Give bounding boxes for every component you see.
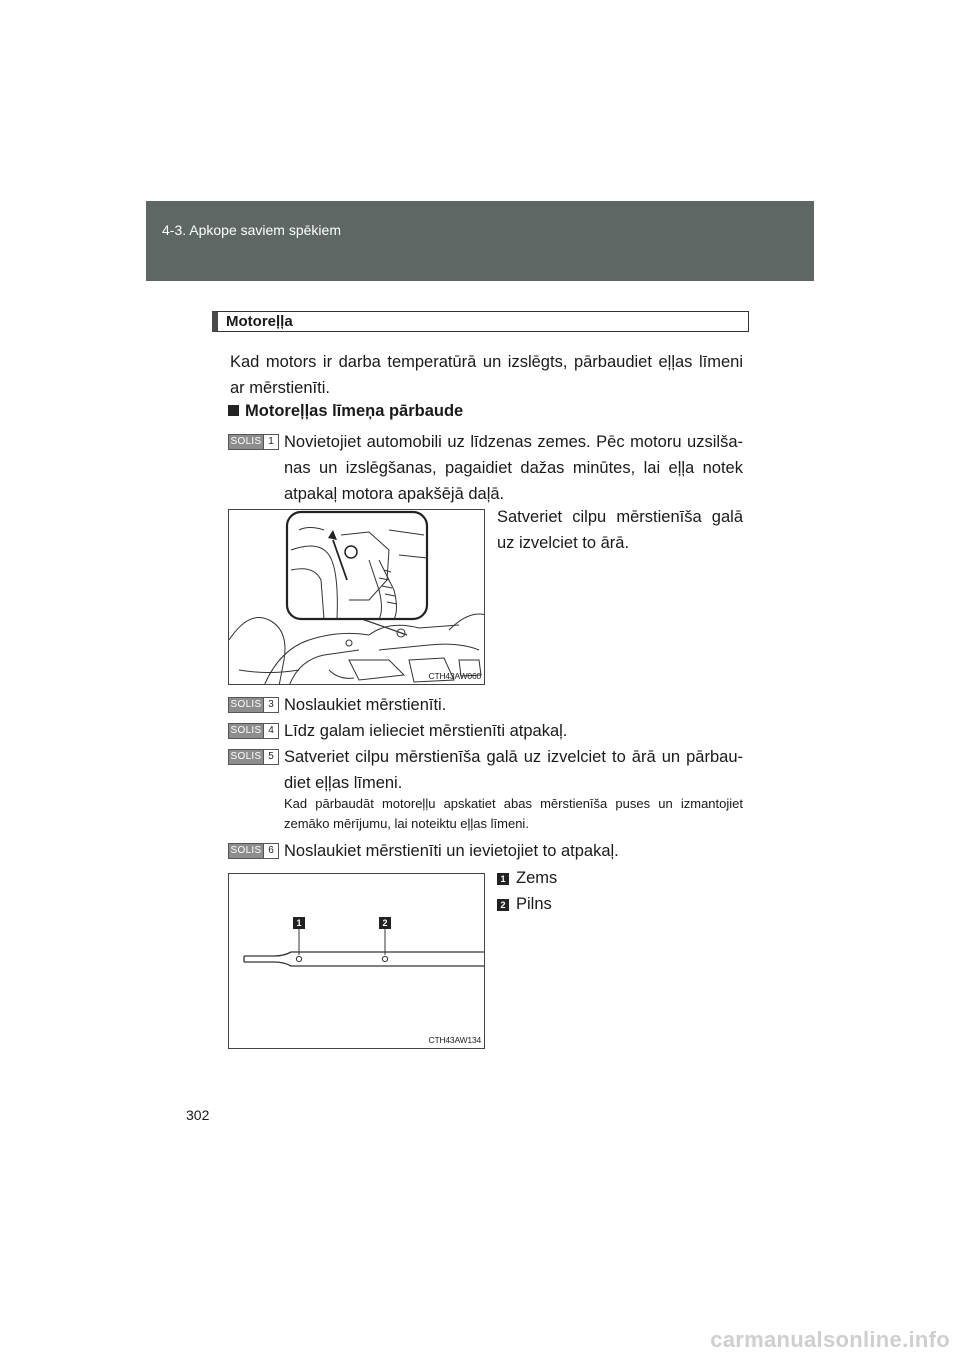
square-bullet-icon xyxy=(228,405,239,416)
step-5-note: Kad pārbaudāt motoreļļu apskatiet abas mērstienīša puses un izmantojiet zemāko mērījumu, lai noteiktu eļļas līmeni. xyxy=(284,796,743,831)
callout-badge-1: 1 xyxy=(293,917,305,929)
section-breadcrumb: 4-3. Apkope saviem spēkiem xyxy=(162,222,341,238)
step-text-2: Satveriet cilpu mērstienīša galā uz izvelciet to ārā. xyxy=(497,508,743,552)
legend-item-full xyxy=(497,895,552,914)
step-text-4: Līdz galam ielieciet mērstienīti atpakaļ. xyxy=(284,722,568,740)
watermark[interactable]: carmanualsonline.info xyxy=(710,1327,950,1352)
step-number: 4 xyxy=(263,724,278,738)
legend-badge-1: 1 xyxy=(497,873,509,885)
step-number: 5 xyxy=(263,750,278,764)
step-text-6: Noslaukiet mērstienīti un ievietojiet to atpakaļ. xyxy=(284,842,619,860)
engine-figure xyxy=(228,509,485,685)
legend-badge-2: 2 xyxy=(497,899,509,911)
legend-item-low xyxy=(497,869,557,888)
step-label: SOLIS xyxy=(230,725,262,736)
step-badge-3 xyxy=(228,697,279,713)
subheading-text: Motoreļļas līmeņa pārbaude xyxy=(245,402,464,420)
step-number: 3 xyxy=(263,698,278,712)
legend-label: Pilns xyxy=(516,895,552,913)
step-number: 1 xyxy=(263,435,278,449)
dipstick-illustration xyxy=(229,874,485,1049)
step-label: SOLIS xyxy=(230,699,262,710)
step-text-5: Satveriet cilpu mērstienīša galā uz izvelciet to ārā un pārbaudiet eļļas līmeni. xyxy=(284,748,743,792)
step-text-1: Novietojiet automobili uz līdzenas zemes. Pēc motoru uzsilšanas un izslēgšanas, pagaidiet dažas minūtes, lai eļļa notek atpakaļ motora apakšējā daļā. xyxy=(284,433,743,503)
step-badge-4 xyxy=(228,723,279,739)
step-text-3: Noslaukiet mērstienīti. xyxy=(284,696,447,714)
step-label: SOLIS xyxy=(230,751,262,762)
step-badge-5 xyxy=(228,749,279,765)
subheading xyxy=(228,402,463,421)
header-band xyxy=(146,201,814,281)
dipstick-figure xyxy=(228,873,485,1049)
section-title: Motoreļļa xyxy=(212,311,749,332)
figure-code: CTH43AW134 xyxy=(428,1035,481,1045)
page-number: 302 xyxy=(186,1107,210,1123)
intro-paragraph: Kad motors ir darba temperatūrā un izslēgts, pārbaudiet eļļas līmeni ar mērstienīti. xyxy=(230,353,743,397)
step-badge-1 xyxy=(228,434,279,450)
step-badge-6 xyxy=(228,843,279,859)
figure-code: CTH43AW060 xyxy=(428,671,481,681)
engine-dipstick-illustration xyxy=(229,510,485,685)
step-label: SOLIS xyxy=(230,845,262,856)
step-number: 6 xyxy=(263,844,278,858)
callout-badge-2: 2 xyxy=(379,917,391,929)
step-label: SOLIS xyxy=(230,436,262,447)
legend-label: Zems xyxy=(516,869,558,887)
